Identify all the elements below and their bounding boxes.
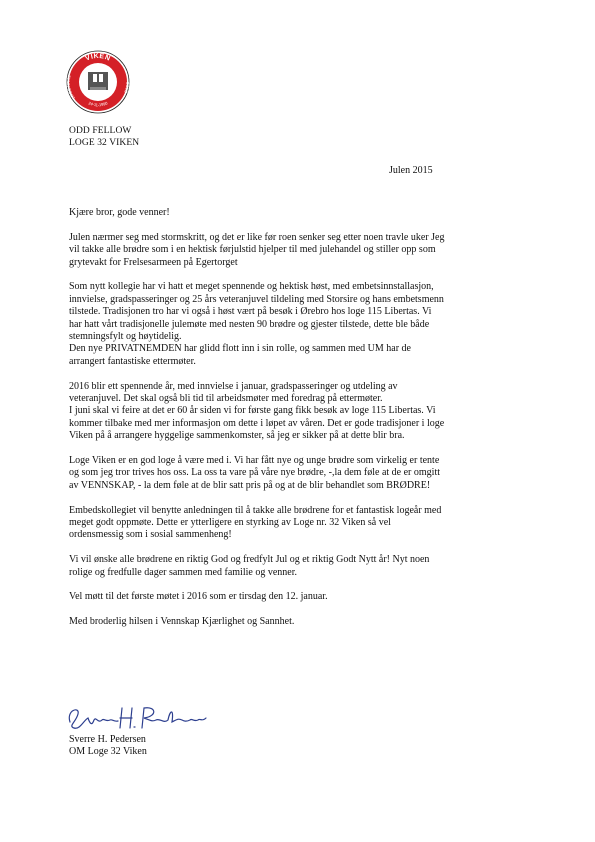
letter-paragraph (69, 281, 539, 368)
letter-paragraph (69, 554, 539, 579)
paragraph-line: I juni skal vi feire at det er 60 år siden vi for første gang fikk besøk av loge 115 Libertas. Vi (69, 405, 436, 417)
signer-name: Sverre H. Pedersen (69, 734, 146, 745)
paragraph-line: grytevakt for Frelsesarmeen på Egertorget (69, 256, 238, 268)
paragraph-line: og som jeg tror trives hos oss. La oss ta vare på våre nye brødre, -,la dem føle at de er omgitt (69, 467, 441, 479)
organization-block (69, 125, 139, 149)
viken-emblem-icon (88, 72, 108, 90)
paragraph-line: Vel møtt til det første møtet i 2016 som er tirsdag den 12. januar. (69, 591, 328, 603)
handwritten-signature (64, 700, 214, 734)
paragraph-line: veteranjuvel. Det skal også bli tid til arbeidsmøter med foredrag på ettermøter. (69, 393, 383, 405)
letter-paragraphs (69, 232, 539, 629)
organization-name: ODD FELLOW (69, 126, 132, 136)
paragraph-line: Med broderlig hilsen i Vennskap Kjærlighet og Sannhet. (69, 616, 295, 628)
paragraph-line: tilstede. Tradisjonen tro har vi også i høst vært på besøk i Ørebro hos loge 115 Libertas. Vi (69, 306, 432, 318)
paragraph-line: Vi vil ønske alle brødrene en riktig God og fredfylt Jul og et riktig Godt Nytt år! Nyt noen (69, 554, 430, 566)
letter-paragraph (69, 232, 539, 269)
paragraph-line: stemningsfylt og høytidelig. (69, 331, 182, 343)
paragraph-line: Loge Viken er en god loge å være med i. Vi har fått nye og unge brødre som virkelig er tente (69, 455, 440, 467)
paragraph-line: vil takke alle brødre som i en hektisk førjulstid hjelper til med julehandel og stiller opp som (69, 244, 436, 256)
signer-title: OM Loge 32 Viken (69, 746, 147, 758)
paragraph-line: innvielse, gradspasseringer og 25 års veteranjuvel tildeling med Storsire og hans embetsmenn (69, 293, 444, 305)
paragraph-line: rolige og fredfulle dager sammen med familie og venner. (69, 566, 297, 578)
viken-lodge-logo (66, 50, 130, 114)
paragraph-line: meget godt oppmøte. Dette er ytterligere en styrking av Loge nr. 32 Viken så vel (69, 517, 391, 529)
paragraph-line: kommer tilbake med mer informasjon om dette i løpet av våren. Det er gode tradisjoner i loge (69, 417, 445, 429)
svg-text:VIKEN: VIKEN (84, 52, 112, 63)
letter-body (69, 207, 539, 641)
paragraph-line: 2016 blir ett spennende år, med innvielse i januar, gradspasseringer og utdeling av (69, 380, 398, 392)
letter-date: Julen 2015 (389, 165, 433, 176)
paragraph-line: Viken på å arrangere hyggelige sammenkomster, så jeg er sikker på at dette blir bra. (69, 430, 405, 442)
letter-paragraph (69, 616, 539, 628)
paragraph-line: Julen nærmer seg med stormskritt, og det er like før roen senker seg etter noen travle uker Jeg (69, 231, 445, 243)
svg-text:24-11-1990: 24-11-1990 (87, 100, 109, 108)
paragraph-line: Embedskollegiet vil benytte anledningen til å takke alle brødrene for et fantastisk logeår med (69, 504, 442, 516)
paragraph-line: Som nytt kollegie har vi hatt et meget spennende og hektisk høst, med embetsinnstallasjon, (69, 281, 434, 293)
letter-paragraph (69, 591, 539, 603)
letter-paragraph (69, 505, 539, 542)
svg-text:OSLO: OSLO (123, 81, 130, 94)
signature-block (69, 734, 147, 759)
letter-paragraph (69, 381, 539, 443)
paragraph-line: arrangert fantastiske ettermøter. (69, 355, 196, 367)
lodge-name: LOGE 32 VIKEN (69, 138, 140, 148)
paragraph-line: Den nye PRIVATNEMDEN har glidd flott inn i sin rolle, og sammen med UM har de (69, 343, 411, 355)
letter-paragraph (69, 455, 539, 492)
paragraph-line: ordensmessig som i sosial sammenheng! (69, 529, 232, 541)
paragraph-line: av VENNSKAP, - la dem føle at de blir satt pris på og at de blir behandlet som BRØDRE! (69, 479, 431, 491)
paragraph-line: har hatt vårt tradisjonelle julemøte med nesten 90 brødre og gjester tilstede, dette ble både (69, 318, 430, 330)
svg-text:LOGE NR.32: LOGE NR.32 (66, 74, 76, 101)
greeting: Kjære bror, gode venner! (69, 207, 170, 218)
